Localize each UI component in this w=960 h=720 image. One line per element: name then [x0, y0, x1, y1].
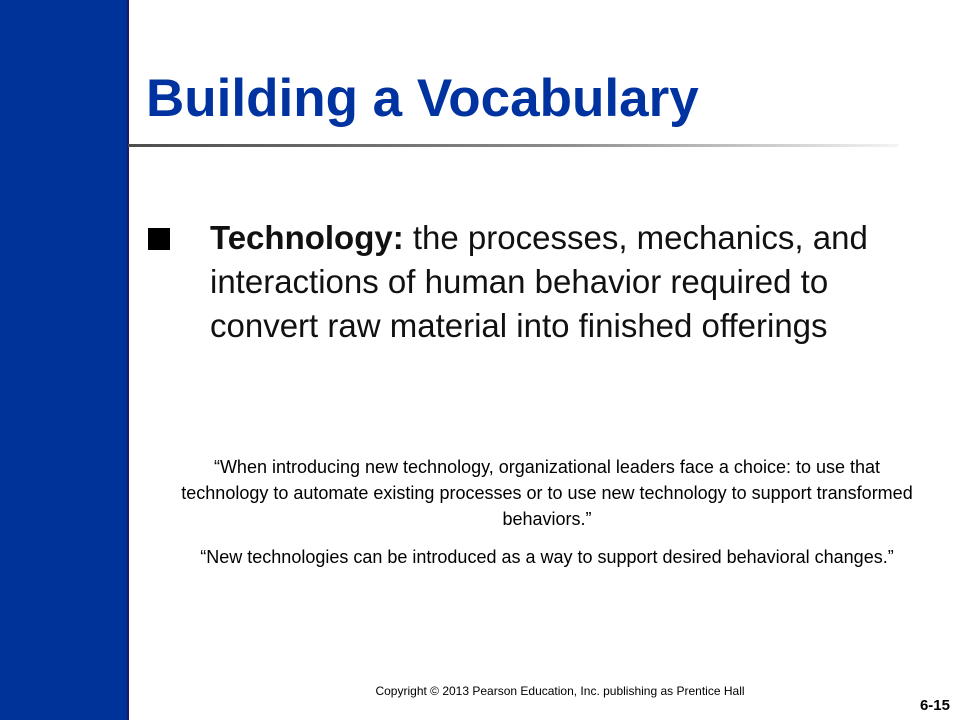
bullet-term: Technology: [210, 219, 404, 256]
slide-number: 6-15 [919, 697, 950, 714]
quote-1: “When introducing new technology, organizational leaders face a choice: to use that technology to automate existing processes or to use new technology to support transformed behaviors.” [181, 457, 913, 529]
side-bar [0, 0, 128, 720]
bullet-definition: the processes, mechanics, and interactions of human behavior required to convert raw material into finished offerings [210, 219, 868, 344]
slide-title: Building a Vocabulary [146, 69, 699, 128]
side-bar-edge [127, 0, 129, 720]
quote-2: “New technologies can be introduced as a way to support desired behavioral changes.” [200, 547, 894, 567]
title-divider [128, 144, 898, 147]
square-bullet-icon [148, 228, 170, 250]
bullet-text [210, 216, 910, 348]
copyright-notice: Copyright © 2013 Pearson Education, Inc. publishing as Prentice Hall [375, 684, 745, 698]
